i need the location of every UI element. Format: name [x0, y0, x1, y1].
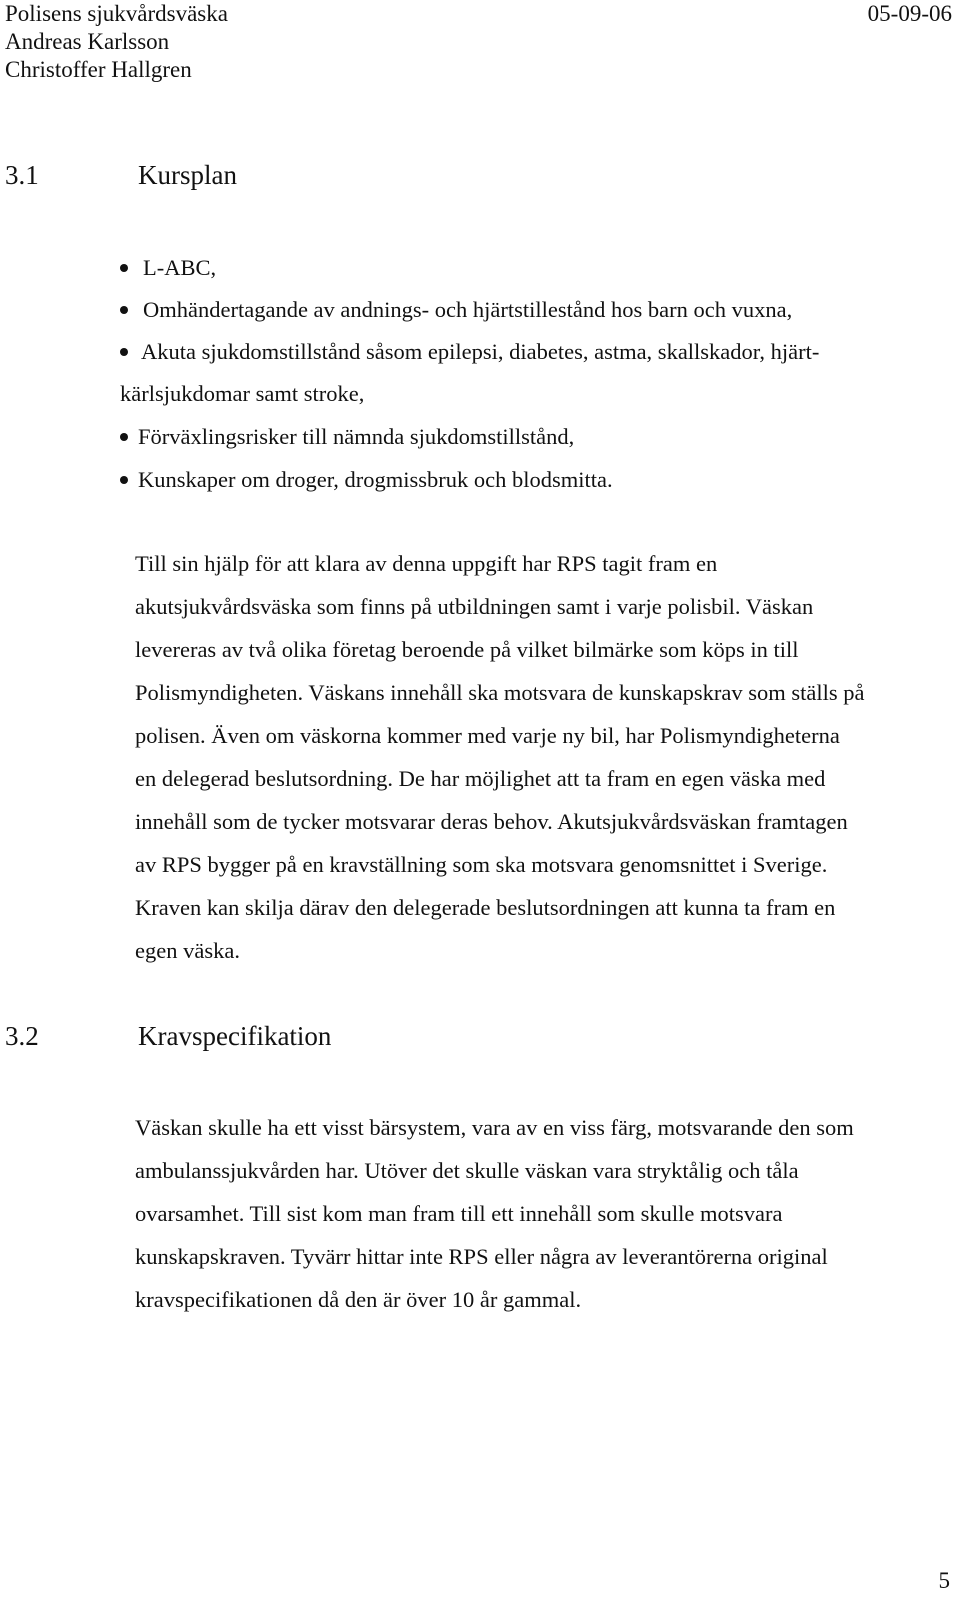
paragraph-line: akutsjukvårdsväska som finns på utbildningen samt i varje polisbil. Väskan: [135, 594, 814, 619]
document-date: 05-09-06: [867, 1, 952, 26]
paragraph-line: Kraven kan skilja därav den delegerade beslutsordningen att kunna ta fram en: [135, 895, 836, 920]
paragraph-line: Till sin hjälp för att klara av denna uppgift har RPS tagit fram en: [135, 551, 718, 576]
list-item: Förväxlingsrisker till nämnda sjukdomstillstånd,: [138, 424, 575, 449]
paragraph-line: en delegerad beslutsordning. De har möjlighet att ta fram en egen väska med: [135, 766, 826, 791]
section-number: 3.2: [5, 1021, 39, 1051]
section-title: Kravspecifikation: [138, 1021, 332, 1051]
paragraph-line: polisen. Även om väskorna kommer med varje ny bil, har Polismyndigheterna: [135, 723, 840, 748]
bullet-dot: [120, 306, 128, 314]
list-item: Omhändertagande av andnings- och hjärtstillestånd hos barn och vuxna,: [143, 297, 793, 322]
section-number: 3.1: [5, 160, 39, 190]
author-name: Christoffer Hallgren: [5, 57, 192, 82]
list-item: Kunskaper om droger, drogmissbruk och blodsmitta.: [138, 467, 613, 492]
list-item-continuation: kärlsjukdomar samt stroke,: [120, 381, 365, 406]
bullet-dot: [120, 476, 128, 484]
paragraph-line: levereras av två olika företag beroende på vilket bilmärke som köps in till: [135, 637, 799, 662]
author-name: Andreas Karlsson: [5, 29, 170, 54]
paragraph-line: innehåll som de tycker motsvarar deras behov. Akutsjukvårdsväskan framtagen: [135, 809, 848, 834]
page-number: 5: [938, 1568, 950, 1593]
paragraph-line: ovarsamhet. Till sist kom man fram till ett innehåll som skulle motsvara: [135, 1201, 783, 1226]
paragraph-line: Polismyndigheten. Väskans innehåll ska motsvara de kunskapskrav som ställs på: [135, 680, 865, 705]
bullet-dot: [120, 264, 128, 272]
list-item: L-ABC,: [143, 255, 217, 280]
bullet-dot: [120, 433, 128, 441]
paragraph-line: kunskapskraven. Tyvärr hittar inte RPS eller några av leverantörerna original: [135, 1244, 828, 1269]
document-title: Polisens sjukvårdsväska: [5, 1, 228, 26]
bullet-dot: [120, 348, 128, 356]
list-item: Akuta sjukdomstillstånd såsom epilepsi, diabetes, astma, skallskador, hjärt-: [141, 339, 820, 364]
paragraph-line: kravspecifikationen då den är över 10 år gammal.: [135, 1287, 582, 1312]
paragraph-line: egen väska.: [135, 938, 240, 963]
paragraph-line: Väskan skulle ha ett visst bärsystem, vara av en viss färg, motsvarande den som: [135, 1115, 854, 1140]
section-title: Kursplan: [138, 160, 237, 190]
paragraph-line: ambulanssjukvården har. Utöver det skulle väskan vara stryktålig och tåla: [135, 1158, 799, 1183]
paragraph-line: av RPS bygger på en kravställning som ska motsvara genomsnittet i Sverige.: [135, 852, 828, 877]
